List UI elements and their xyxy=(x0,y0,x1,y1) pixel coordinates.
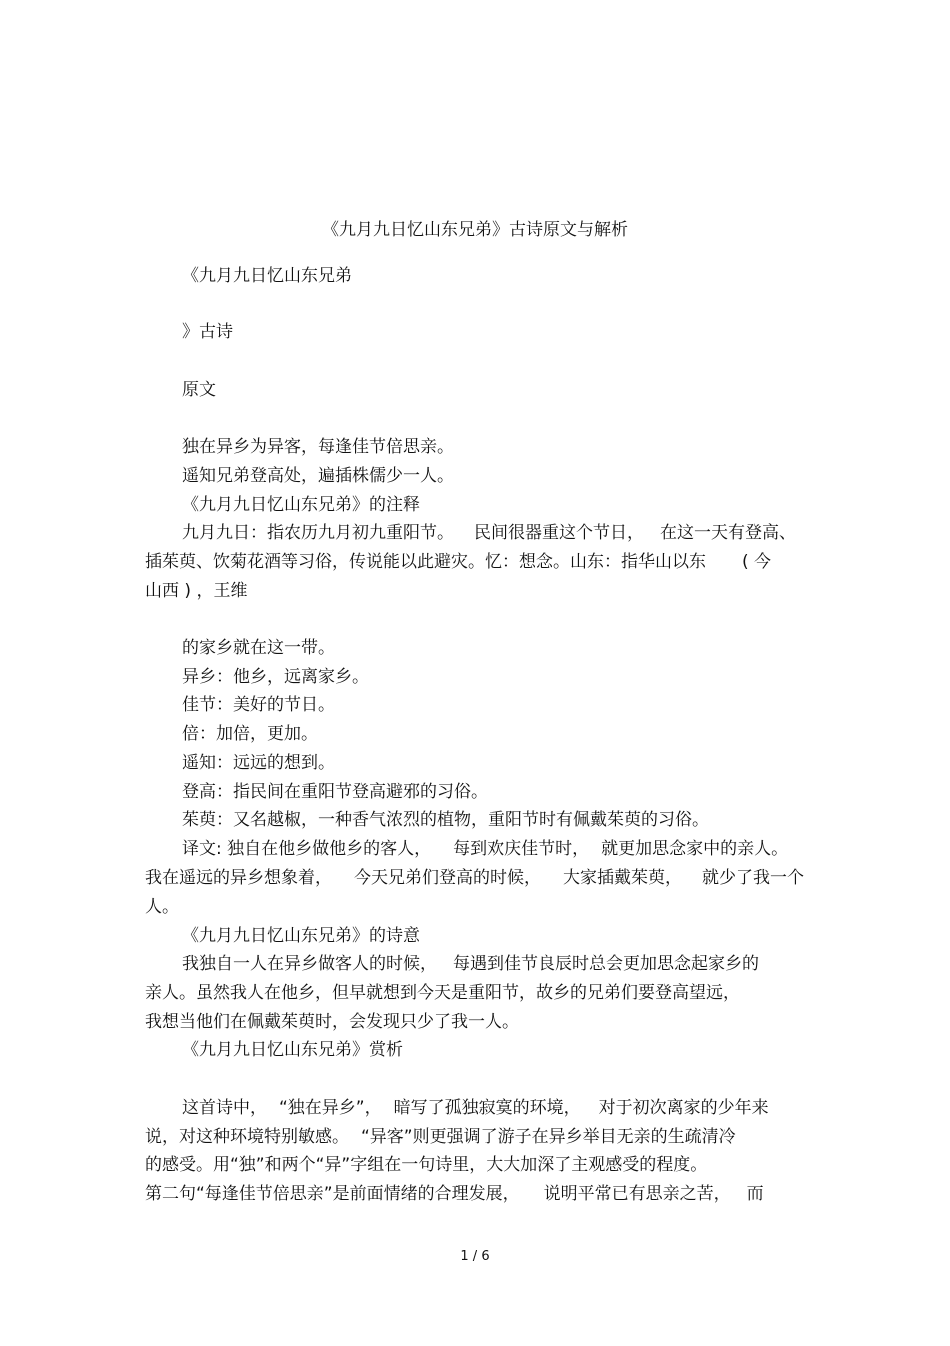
note-1-segment-a: 九月九日：指农历九月初九重阳节。 xyxy=(182,523,454,543)
appreciation-line-1-segment-b: “独在异乡”， xyxy=(279,1098,382,1118)
meaning-line-2: 亲人。虽然我人在他乡，但早就想到今天是重阳节，故乡的兄弟们要登高望远， xyxy=(145,983,740,1003)
meaning-segment-b: 每遇到佳节良辰时总会更加思念起家乡的 xyxy=(453,954,759,974)
heading-part1: 《九月九日忆山东兄弟 xyxy=(182,266,352,286)
translation-line-2-segment-b: 今天兄弟们登高的时候， xyxy=(354,868,541,888)
note-4: 倍：加倍，更加。 xyxy=(182,724,318,744)
appreciation-line-4-segment-c: 而 xyxy=(746,1184,764,1204)
page-number: 1 / 6 xyxy=(460,1249,490,1264)
translation-line-2-segment-c: 大家插戴茱萸， xyxy=(563,868,682,888)
translation-segment-c: 就更加思念家中的亲人。 xyxy=(601,839,789,859)
translation-line-1 xyxy=(182,838,788,860)
translation-segment-a: 译文: 独自在他乡做他乡的客人， xyxy=(182,839,432,859)
meaning-line-1 xyxy=(182,953,759,975)
section-original-label: 原文 xyxy=(182,380,216,400)
appreciation-line-2-segment-a: 说，对这种环境特别敏感。 xyxy=(145,1127,349,1147)
heading-part2: 》古诗 xyxy=(182,322,233,342)
appreciation-line-1 xyxy=(182,1097,769,1119)
appreciation-line-4-segment-b: 说明平常已有思亲之苦， xyxy=(543,1184,731,1204)
poem-line-2: 遥知兄弟登高处，遍插株儒少一人。 xyxy=(182,466,454,486)
appreciation-line-2 xyxy=(145,1126,736,1148)
notes-heading: 《九月九日忆山东兄弟》的注释 xyxy=(182,495,420,515)
note-2: 异乡：他乡，远离家乡。 xyxy=(182,667,369,687)
appreciation-line-1-segment-a: 这首诗中， xyxy=(182,1098,267,1118)
translation-line-2-segment-d: 就少了我一个 xyxy=(702,868,804,888)
appreciation-line-1-segment-c: 暗写了孤独寂寞的环境， xyxy=(393,1098,581,1118)
translation-segment-b: 每到欢庆佳节时， xyxy=(453,839,590,859)
translation-line-3: 人。 xyxy=(145,897,179,917)
note-1-segment-b: 民间很器重这个节日， xyxy=(474,523,644,543)
note-1-line-2-segment-a: 插茱萸、饮菊花酒等习俗，传说能以此避灾。忆：想念。山东：指华山以东 xyxy=(145,552,706,572)
appreciation-line-1-segment-d: 对于初次离家的少年来 xyxy=(598,1098,769,1118)
note-5: 遥知：远远的想到。 xyxy=(182,753,335,773)
note-1-line-1 xyxy=(182,522,796,544)
appreciation-line-2-segment-b: “异客”则更强调了游子在异乡举目无亲的生疏清冷 xyxy=(361,1127,736,1147)
appreciation-line-4 xyxy=(145,1183,764,1205)
translation-line-2-segment-a: 我在遥远的异乡想象着， xyxy=(145,868,332,888)
note-1-line-3: 山西 ) ，王维 xyxy=(145,581,248,601)
note-7: 茱萸：又名越椒，一种香气浓烈的植物，重阳节时有佩戴茱萸的习俗。 xyxy=(182,810,709,830)
note-1-line-2 xyxy=(145,551,771,573)
document-title: 《九月九日忆山东兄弟》古诗原文与解析 xyxy=(322,220,628,240)
meaning-segment-a: 我独自一人在异乡做客人的时候， xyxy=(182,954,437,974)
translation-line-2 xyxy=(145,867,804,889)
meaning-line-3: 我想当他们在佩戴茱萸时，会发现只少了我一人。 xyxy=(145,1012,519,1032)
appreciation-line-4-segment-a: 第二句“每逢佳节倍思亲”是前面情绪的合理发展， xyxy=(145,1184,520,1204)
appreciation-heading: 《九月九日忆山东兄弟》赏析 xyxy=(182,1040,403,1060)
note-3: 佳节：美好的节日。 xyxy=(182,695,335,715)
note-1-line-4: 的家乡就在这一带。 xyxy=(182,638,335,658)
poem-line-1: 独在异乡为异客，每逢佳节倍思亲。 xyxy=(182,437,454,457)
appreciation-line-3: 的感受。用“独”和两个“异”字组在一句诗里，大大加深了主观感受的程度。 xyxy=(145,1155,708,1175)
note-6: 登高：指民间在重阳节登高避邪的习俗。 xyxy=(182,782,488,802)
note-1-segment-c: 在这一天有登高、 xyxy=(660,523,796,543)
meaning-heading: 《九月九日忆山东兄弟》的诗意 xyxy=(182,926,420,946)
note-1-line-2-segment-b: ( 今 xyxy=(742,552,772,572)
